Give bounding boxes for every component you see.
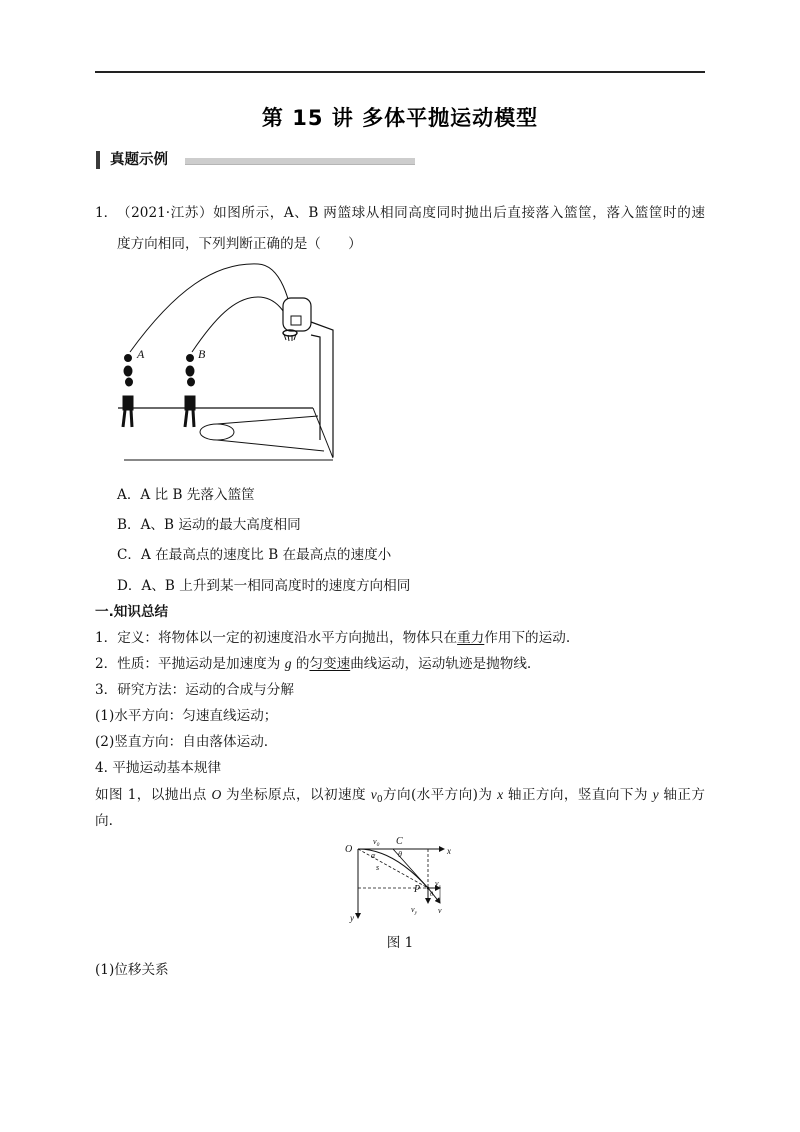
top-rule: [95, 71, 705, 73]
property-text-end: 曲线运动，运动轨迹是抛物线.: [350, 656, 532, 672]
option-letter: B．: [117, 517, 141, 533]
option-letter: C．: [117, 547, 141, 563]
player-b: [185, 355, 195, 428]
displacement-dashed: [358, 849, 428, 888]
definition-line: [95, 628, 570, 648]
option-d: [117, 576, 410, 596]
intro-line-2: 向.: [95, 813, 113, 829]
symbol-y: y: [652, 787, 659, 802]
v0-label: [373, 837, 380, 848]
intro-text: 方向(水平方向)为: [382, 787, 498, 803]
player-a: [123, 355, 133, 428]
option-letter: D．: [117, 578, 142, 594]
vx-symbol: v: [435, 879, 439, 888]
horizontal-line: (1)水平方向：匀速直线运动；: [95, 708, 278, 724]
label-a: A: [137, 347, 145, 361]
intro-text: 轴正方向，竖直向下为: [503, 787, 653, 803]
y-axis-label: y: [350, 913, 354, 923]
point-p-dot: [427, 887, 430, 890]
option-text: A、B 上升到某一相同高度时的速度方向相同: [141, 578, 411, 594]
vx-subscript: x: [438, 884, 442, 890]
underlined-term: 匀变速: [309, 656, 351, 672]
option-b: [117, 515, 301, 535]
theta-p-label: θ: [430, 891, 434, 898]
property-text-mid: 的: [291, 656, 310, 672]
question-line-2: 度方向相同，下列判断正确的是（ ）: [117, 236, 362, 252]
label-b: B: [198, 347, 206, 361]
option-text: A 在最高点的速度比 B 在最高点的速度小: [141, 547, 392, 563]
section-label: 真题示例: [110, 152, 168, 168]
option-text: A 比 B 先落入篮筐: [140, 487, 255, 503]
figure-caption: 图 1: [386, 935, 414, 951]
origin-label: O: [345, 844, 353, 855]
backboard: [283, 298, 311, 331]
x-axis-label: x: [447, 846, 451, 856]
v-label: v: [438, 906, 442, 915]
vertical-line: (2)竖直方向：自由落体运动.: [95, 734, 269, 750]
pole-outer: [311, 322, 333, 457]
basketball-figure: [110, 255, 350, 470]
option-text: A、B 运动的最大高度相同: [140, 517, 301, 533]
underlined-term: 重力: [457, 630, 485, 646]
s-label: s: [376, 863, 380, 872]
trajectory-b: [192, 297, 290, 352]
page-title: 第 15 讲 多体平抛运动模型: [261, 106, 539, 130]
symbol-v-subscript: 0: [376, 795, 383, 805]
vy-subscript: y: [414, 910, 418, 916]
rules-heading: 4. 平抛运动基本规律: [95, 760, 222, 776]
symbol-v: v: [370, 787, 377, 802]
definition-text-end: 作用下的运动.: [484, 630, 571, 646]
intro-line-1: [95, 785, 705, 810]
variable-g: g: [284, 656, 292, 671]
section-marker: [96, 151, 100, 169]
intro-text: 轴正方: [658, 787, 705, 803]
property-text: 2．性质：平抛运动是加速度为: [95, 656, 285, 672]
option-a: [117, 485, 255, 505]
property-line: [95, 654, 531, 674]
trajectory-a: [130, 264, 292, 352]
pole-inner: [311, 335, 320, 440]
intro-text: 为坐标原点，以初速度: [221, 787, 371, 803]
v0-subscript: 0: [376, 842, 380, 848]
alpha-label: α: [371, 851, 376, 860]
point-p-label: P: [414, 884, 421, 895]
question-number: 1．: [95, 205, 118, 221]
free-throw-circle: [200, 424, 234, 440]
definition-text: 1．定义：将物体以一定的初速度沿水平方向抛出，物体只在: [95, 630, 458, 646]
method-line: 3．研究方法：运动的合成与分解: [95, 682, 294, 698]
summary-heading: 一.知识总结: [95, 604, 169, 620]
theta-label: θ: [398, 850, 402, 859]
question-line-1: （2021·江苏）如图所示，A、B 两篮球从相同高度同时抛出后直接落入篮筐，落入篮筐时的速: [117, 205, 705, 221]
option-letter: A．: [117, 487, 141, 503]
intro-text: 如图 1，以抛出点: [95, 787, 212, 803]
key-line-bottom: [217, 440, 324, 451]
key-line-top: [217, 416, 318, 424]
symbol-o: O: [211, 787, 222, 802]
symbol-x: x: [497, 787, 504, 802]
v0-symbol: v: [373, 837, 377, 846]
point-c-label: C: [396, 836, 403, 847]
vy-label: [411, 905, 418, 916]
projectile-diagram: [340, 830, 465, 930]
displacement-heading: (1)位移关系: [95, 962, 169, 978]
vy-symbol: v: [411, 905, 415, 914]
section-divider: [185, 158, 415, 165]
option-c: [117, 545, 391, 565]
